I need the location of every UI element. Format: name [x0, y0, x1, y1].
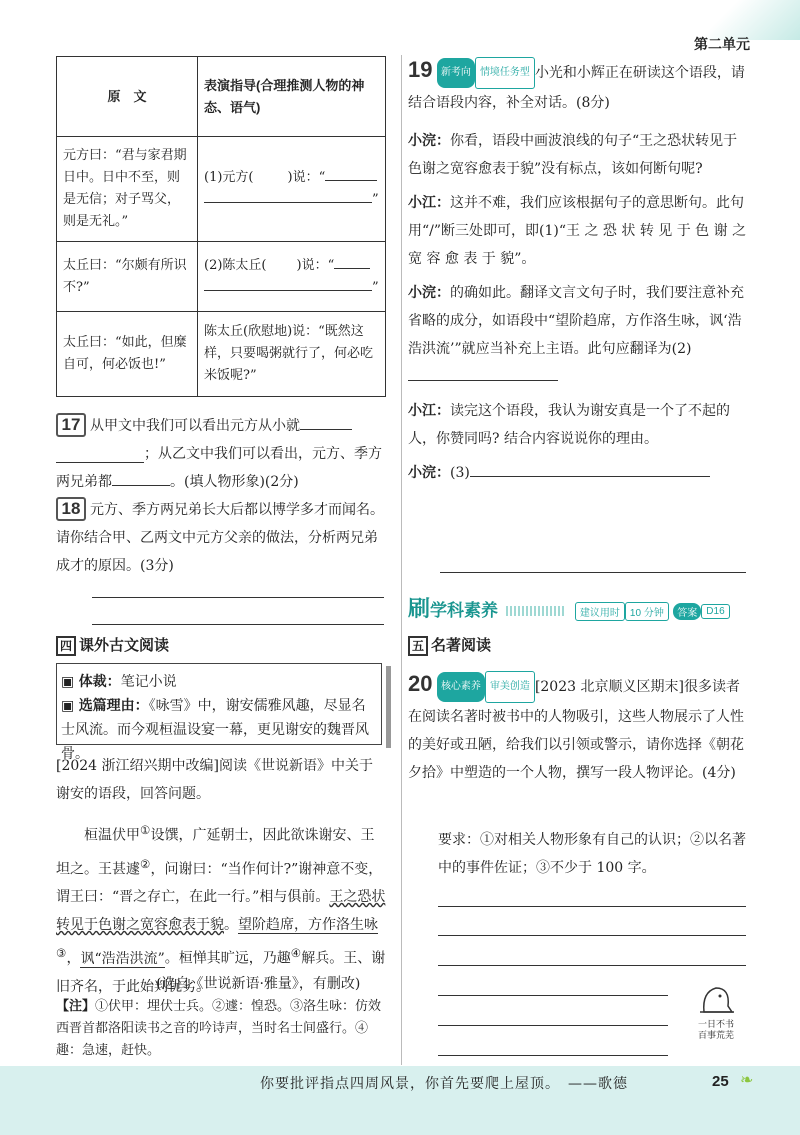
answer-line[interactable]	[438, 1055, 668, 1056]
table-cell-guide-3: 陈太丘(欣慰地)说：“既然这样，只要喝粥就行了，何必吃米饭呢?”	[198, 312, 386, 397]
answer-line[interactable]	[438, 995, 668, 996]
footer-quote: 你要批评指点四周风景，你首先要爬上屋顶。 ——歌德	[260, 1076, 628, 1092]
performance-table	[56, 56, 386, 397]
table-cell-orig-2: 太丘曰：“尔颇有所识不?”	[57, 242, 198, 312]
passage-intro: [2024 浙江绍兴期中改编]阅读《世说新语》中关于谢安的语段，回答问题。	[56, 758, 374, 802]
table-cell-guide-1: (1)元方( )说：“ ”	[198, 137, 386, 242]
requirements: 要求：①对相关人物形象有自己的认识；②以名著中的事件佐证；③不少于 100 字。	[438, 832, 746, 876]
question-18: 18 元方、季方两兄弟长大后都以博学多才而闻名。请你结合甲、乙两文中元方父亲的做法，分析两兄弟成才的原因。(3分)	[56, 499, 384, 574]
column-divider	[401, 55, 402, 1065]
table-header-guide: 表演指导(合理推测人物的神态、语气)	[198, 57, 386, 137]
question-17: 17 从甲文中我们可以看出元方从小就 ；从乙文中我们可以看出，元方、季方两兄弟都 。(填人物形象)(2分)	[56, 415, 382, 490]
duck-icon	[696, 982, 736, 1016]
box-shadow	[386, 666, 391, 748]
subject-banner: 刷学科素养 建议用时 10 分钟 答案 D16	[408, 592, 748, 618]
selection-box: ▣ 体裁：笔记小说 ▣ 选篇理由：《咏雪》中，谢安儒雅风趣，尽显名士风流。而今观桓温设宴一幕，更见谢安的魏晋风骨。	[56, 663, 382, 745]
book-icon: ▣	[61, 674, 75, 690]
table-cell-orig-1: 元方曰：“君与家君期日中。日中不至，则是无信；对子骂父，则是无礼。”	[57, 137, 198, 242]
question-number: 18	[56, 497, 86, 521]
answer-line[interactable]	[92, 624, 384, 625]
section-4-heading: 四 课外古文阅读	[56, 634, 169, 656]
answer-line[interactable]	[438, 906, 746, 907]
question-19: 19 新考向 情境任务型 小光和小辉正在研读这个语段，请结合语段内容，补全对话。(8分)	[408, 57, 745, 111]
table-cell-guide-2: (2)陈太丘( )说：“ ”	[198, 242, 386, 312]
unit-label: 第二单元	[694, 36, 750, 52]
answer-line[interactable]	[438, 935, 746, 936]
answer-line[interactable]	[438, 965, 746, 966]
table-header-orig: 原 文	[57, 57, 198, 137]
leaf-icon: ❧	[740, 1070, 754, 1089]
question-20: 20 核心素养 审美创造 [2023 北京顺义区期末]很多读者在阅读名著时被书中的人物吸引，这些人物展示了人性的美好或丑陋，给我们以引领或警示，请你选择《朝花夕拾》中塑造的一个人物，撰写一段人物评论。(4分)	[408, 671, 744, 781]
table-cell-orig-3: 太丘曰：“如此，但糜自可，何必饭也!”	[57, 312, 198, 397]
passage-source: (选自《世说新语·雅量》，有删改)	[156, 976, 361, 992]
section-5-heading: 五 名著阅读	[408, 634, 491, 656]
dialogue: 小浣：你看，语段中画波浪线的句子“王之恐状转见于色谢之宽容愈表于貌”没有标点，该如何断句呢? 小江：这并不难，我们应该根据句子的意思断句。此句用“/”断三处即可，即(1)“王 之 恐 状 转 见 于 色 谢 之 宽 容 愈 表 于 貌”。 小浣：的确如此。翻译文言文句子时，我们要注意补充省略的成分，如语段中“望阶趋席，方作洛生咏，讽‘浩浩洪流’”就应当补充上主语。此句应翻译为(2) 小江：读完这个语段，我认为谢安真是一个了不起的人，你赞同吗? 结合内容说说你的理由。 小浣：(3)	[408, 133, 747, 481]
answer-line[interactable]	[92, 597, 384, 598]
duck-stamp: 一日不书 百事荒芜	[688, 982, 744, 1052]
notes: 【注】①伏甲：埋伏士兵。②遽：惶恐。③洛生咏：仿效西晋首都洛阳读书之音的吟诗声，当时名士间盛行。④趣：急速，赶快。	[56, 999, 382, 1058]
book-icon: ▣	[61, 698, 75, 714]
wavy-sentence: 王之恐状转见于色谢之宽容愈表于貌	[56, 889, 386, 934]
answer-line[interactable]	[438, 1025, 668, 1026]
answer-line[interactable]	[440, 572, 746, 573]
question-number: 17	[56, 413, 86, 437]
classical-passage: 桓温伏甲①设馔，广延朝士，因此欲诛谢安、王坦之。王甚遽②，问谢曰：“当作何计?”谢神意不变，谓王曰：“晋之存亡，在此一行。”相与俱前。王之恐状转见于色谢之宽容愈表于貌。望阶趋席，方作洛生咏③，讽“浩浩洪流”。桓惮其旷远，乃趣④解兵。王、谢旧齐名，于此始判优劣。	[56, 823, 386, 995]
page-number: 25	[712, 1073, 729, 1090]
